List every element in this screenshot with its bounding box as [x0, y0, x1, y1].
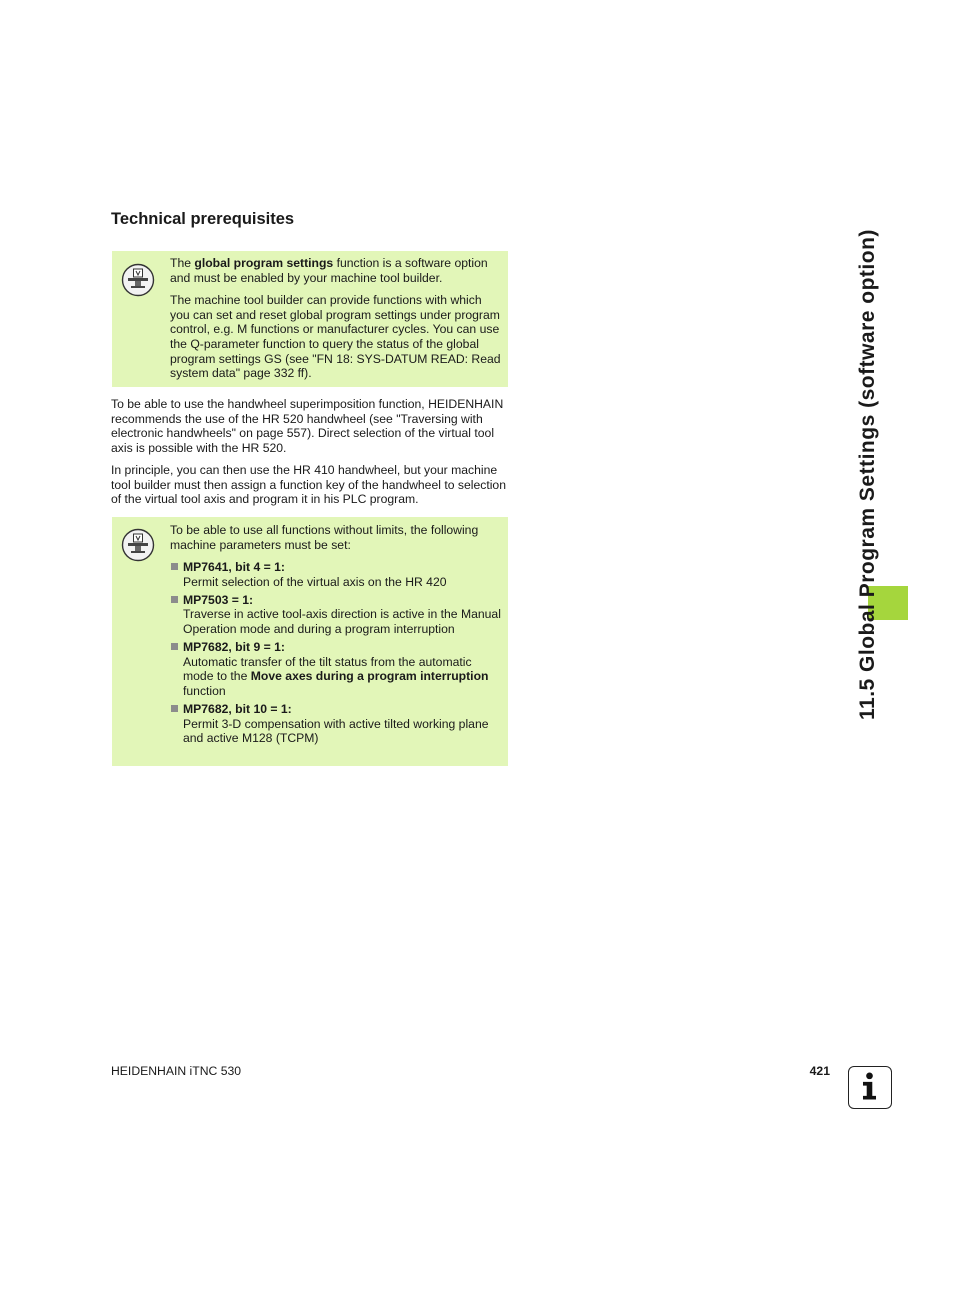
note-paragraph	[170, 256, 504, 285]
term-global-program-settings: global program settings	[194, 256, 334, 270]
bullet-square-icon	[171, 643, 178, 650]
machine-dependent-icon	[121, 528, 155, 562]
list-item	[170, 593, 504, 637]
text-run: function	[183, 683, 226, 698]
parameter-label: MP7503 = 1:	[183, 592, 254, 607]
body-paragraph: In principle, you can then use the HR 410 handwheel, but your machine tool builder must then assign a function key of the handwheel to selection of the virtual tool axis and program it in his PLC program.	[111, 463, 506, 507]
parameter-text: Permit selection of the virtual axis on the HR 420	[183, 574, 447, 589]
note-text	[170, 256, 504, 389]
note-box-machine-parameters	[112, 517, 508, 766]
text-run: The	[170, 256, 195, 270]
body-paragraph: To be able to use the handwheel superimposition function, HEIDENHAIN recommends the use of the HR 520 handwheel (see "Traversing with electronic handwheels" on page 557). Direct selection of the virtual tool axis is possible with the HR 520.	[111, 397, 504, 455]
page-number: 421	[809, 1064, 830, 1078]
footer-product-name: HEIDENHAIN iTNC 530	[111, 1064, 242, 1078]
bullet-square-icon	[171, 596, 178, 603]
parameter-label: MP7641, bit 4 = 1:	[183, 560, 285, 575]
note-paragraph: The machine tool builder can provide functions with which you can set and reset global program settings under program control, e.g. M functions or manufacturer cycles. You can use the Q-parameter function to query the status of the global program settings GS (see "FN 18: SYS-DATUM READ: Read system data" page 332 ff).	[170, 293, 501, 381]
info-glyph-icon	[849, 1067, 890, 1107]
section-heading: Technical prerequisites	[111, 210, 295, 228]
note-text	[170, 523, 504, 749]
chapter-title-text: 11.5 Global Program Settings (software option)	[856, 229, 879, 720]
parameter-text: Traverse in active tool-axis direction is active in the Manual Operation mode and during a program interruption	[183, 607, 501, 637]
function-name: Move axes during a program interruption	[250, 669, 489, 684]
list-item	[170, 640, 504, 698]
text-run: function is a software option and must be enabled by your machine tool builder.	[170, 256, 488, 285]
machine-dependent-icon	[121, 263, 155, 297]
note-intro: To be able to use all functions without limits, the following machine parameters must be set:	[170, 523, 479, 552]
chapter-side-title	[838, 120, 898, 720]
parameter-label: MP7682, bit 10 = 1:	[183, 702, 292, 717]
bullet-square-icon	[171, 563, 178, 570]
parameter-text: Permit 3-D compensation with active tilted working plane and active M128 (TCPM)	[183, 716, 489, 746]
parameter-label: MP7682, bit 9 = 1:	[183, 640, 285, 655]
note-box-software-option	[112, 251, 508, 387]
text-run: Automatic transfer of the tilt status from the automatic mode to the	[183, 654, 472, 684]
list-item	[170, 560, 504, 589]
parameter-list	[170, 560, 504, 746]
bullet-square-icon	[171, 705, 178, 712]
info-icon	[848, 1066, 892, 1109]
list-item	[170, 702, 504, 746]
parameter-text	[183, 655, 504, 699]
